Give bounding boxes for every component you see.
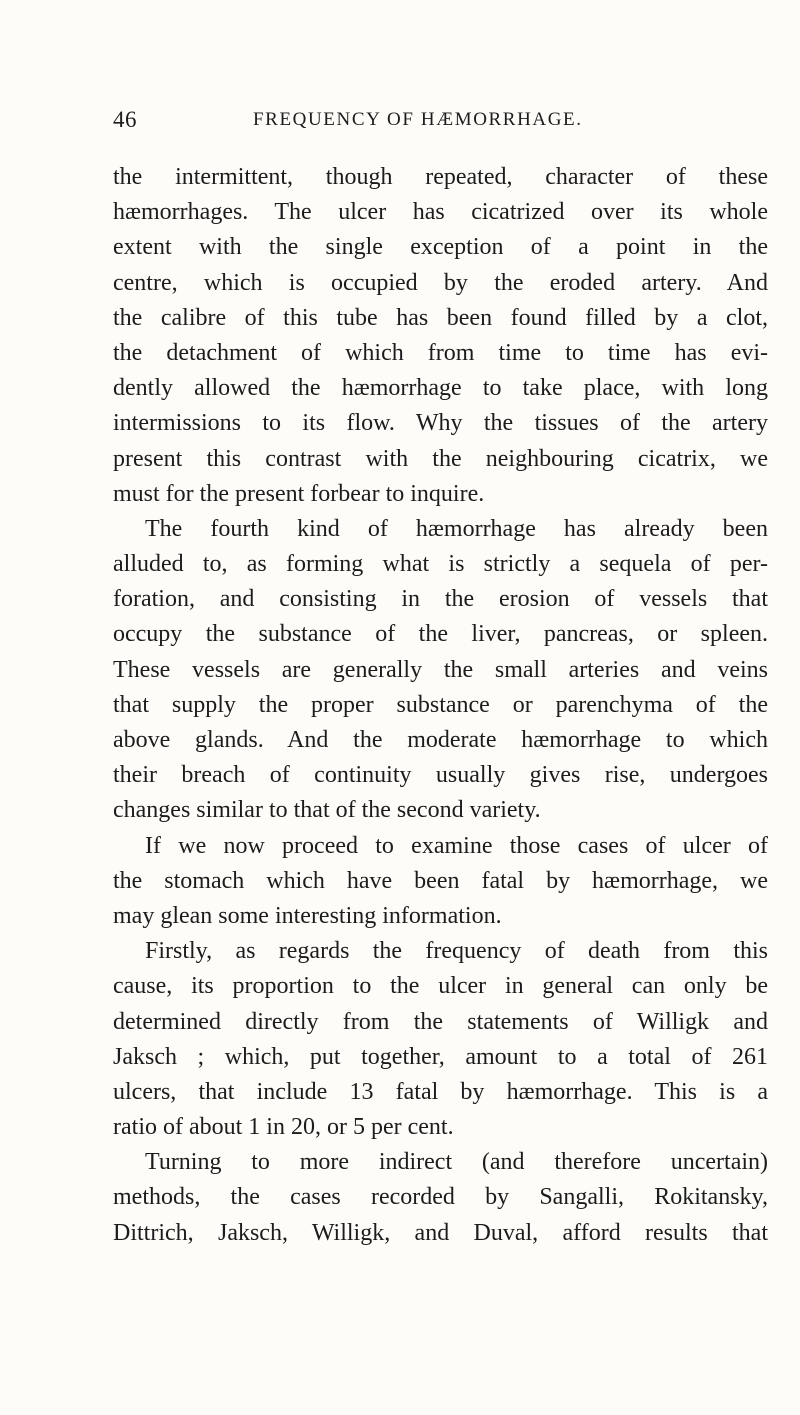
page-number: 46 [113,107,137,132]
text-line: hæmorrhages. The ulcer has cicatrized over its whole [113,199,768,226]
text-line: cause, its proportion to the ulcer in general can only be [113,973,768,1000]
text-line: extent with the single exception of a point in the [113,234,768,261]
text-line: methods, the cases recorded by Sangalli, Rokitansky, [113,1184,768,1211]
text-line: Turning to more indirect (and therefore uncertain) [145,1149,768,1176]
text-line: Firstly, as regards the frequency of death from this [145,938,768,965]
page-header [113,107,768,141]
text-line: These vessels are generally the small arteries and veins [113,656,768,683]
running-title: FREQUENCY OF HÆMORRHAGE. [253,109,583,130]
text-line: their breach of continuity usually gives rise, undergoes [113,762,768,789]
text-line: present this contrast with the neighbouring cicatrix, we [113,445,768,472]
text-line: dently allowed the hæmorrhage to take place, with long [113,375,768,402]
text-line: that supply the proper substance or parenchyma of the [113,691,768,718]
text-line: changes similar to that of the second variety. [113,797,541,824]
text-line: the intermittent, though repeated, character of these [113,164,768,190]
text-line: occupy the substance of the liver, pancreas, or spleen. [113,621,768,648]
text-line: the detachment of which from time to time has evi- [113,339,768,366]
text-line: Jaksch ; which, put together, amount to a total of 261 [113,1043,768,1070]
text-line: The fourth kind of hæmorrhage has already been [145,515,768,542]
text-line: ulcers, that include 13 fatal by hæmorrhage. This is a [113,1078,768,1105]
text-line: may glean some interesting information. [113,902,502,929]
text-line: the stomach which have been fatal by hæmorrhage, we [113,867,768,894]
text-line: centre, which is occupied by the eroded artery. And [113,269,768,296]
text-line: must for the present forbear to inquire. [113,480,485,507]
body-text [113,160,768,1251]
text-line: If we now proceed to examine those cases of ulcer of [145,832,768,859]
text-line: determined directly from the statements of Willigk and [113,1008,768,1035]
text-line: foration, and consisting in the erosion of vessels that [113,586,768,613]
text-line: ratio of about 1 in 20, or 5 per cent. [113,1114,454,1141]
text-line: alluded to, as forming what is strictly a sequela of per- [113,551,768,578]
text-line: Dittrich, Jaksch, Willigk, and Duval, afford results that [113,1219,768,1246]
text-line: above glands. And the moderate hæmorrhage to which [113,727,768,753]
text-line: the calibre of this tube has been found filled by a clot, [113,304,768,331]
text-line: intermissions to its flow. Why the tissues of the artery [113,410,768,437]
